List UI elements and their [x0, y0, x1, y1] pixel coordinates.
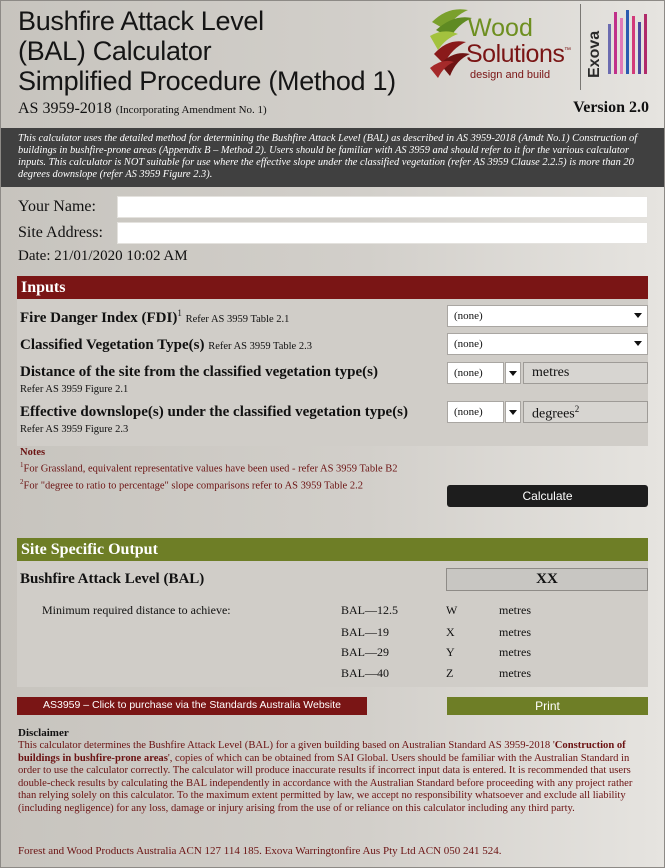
distance-select[interactable] [447, 362, 504, 384]
note-1: For Grassland, equivalent representative values have been used - refer AS 3959 Table B2 [23, 463, 398, 475]
vegetation-label-text: Classified Vegetation Type(s) [20, 337, 205, 353]
downslope-label: Effective downslope(s) under the classified vegetation type(s) [20, 404, 409, 420]
exova-wordmark: Exova [586, 30, 603, 78]
chevron-down-icon [509, 410, 517, 415]
note-1-sup: 1 [20, 461, 24, 469]
fdi-ref: Refer AS 3959 Table 2.1 [185, 314, 290, 325]
purchase-standard-button[interactable]: AS3959 – Click to purchase via the Standards Australia Website [17, 697, 367, 715]
note-2-sup: 2 [20, 477, 24, 486]
address-input[interactable] [117, 222, 648, 244]
output-header: Site Specific Output [17, 538, 648, 561]
bal-unit-1: metres [499, 603, 531, 617]
fdi-label [20, 308, 289, 327]
downslope-unit-sup: 2 [574, 404, 580, 414]
address-label: Site Address: [18, 224, 103, 241]
distance-select-value: (none) [454, 367, 483, 379]
bal-level-19: BAL—19 [341, 625, 389, 639]
bal-var-w: W [446, 603, 458, 617]
bal-unit-2: metres [499, 625, 531, 639]
name-label: Your Name: [18, 198, 96, 215]
title-line-3: Simplified Procedure (Method 1) [18, 66, 396, 96]
standard-code: AS 3959-2018 [18, 100, 112, 117]
downslope-unit-text: degrees [532, 406, 575, 422]
title-line-1: Bushfire Attack Level [18, 6, 264, 36]
footer-text: Forest and Wood Products Australia ACN 127 114 185. Exova Warringtonfire Aus Pty Ltd ACN 050 241 524. [18, 845, 502, 857]
notes-title: Notes [20, 447, 46, 458]
title-line-2: (BAL) Calculator [18, 36, 212, 66]
downslope-unit [523, 401, 648, 423]
bal-unit-3: metres [499, 645, 531, 659]
bal-level-12-5: BAL—12.5 [341, 603, 398, 617]
notes [20, 447, 398, 492]
exova-stripes-icon [608, 10, 647, 74]
version-label: Version 2.0 [573, 99, 649, 116]
downslope-select[interactable] [447, 401, 504, 423]
vegetation-label [20, 337, 312, 354]
bal-level-40: BAL—40 [341, 666, 389, 680]
vegetation-select-value: (none) [454, 338, 483, 350]
logo-tagline: design and build [470, 69, 551, 81]
disclaimer-text-b: ', copies of which can be obtained from SAI Global. Users should be familiar with the Australian Standard in order to use the calculator correctly. The calculator will produce inaccurate results if incorrect input data is entered. It is recommended that users double-check results by calculating the BAL independently in accordance with the Australian Standard before proceeding with any project rather than relying solely on this calculator. To the maximum extent permitted by law, we accept no responsibility whatsoever and exclude all liability (including negligence) for any loss, damage or injury arising from the use of or reliance on this calculator including any third party. [18, 752, 633, 814]
page-title [18, 6, 396, 96]
bal-level-29: BAL—29 [341, 645, 389, 659]
disclaimer-text-a: This calculator determines the Bushfire Attack Level (BAL) for a given building based on Australian Standard AS 3959-2018 ' [18, 740, 555, 751]
logo-trademark: ™ [564, 47, 571, 54]
fdi-select-value: (none) [454, 310, 483, 322]
disclaimer-text [18, 740, 650, 816]
bal-var-y: Y [446, 645, 455, 659]
date-text: Date: 21/01/2020 10:02 AM [18, 248, 188, 264]
print-button[interactable]: Print [447, 697, 648, 715]
exova-logo [584, 8, 660, 82]
standard-reference [18, 100, 267, 118]
logo-wood-word: Wood [468, 14, 533, 42]
bal-var-z: Z [446, 666, 454, 680]
name-input[interactable] [117, 196, 648, 218]
logo-solutions-word: Solutions [466, 40, 565, 68]
bal-label: Bushfire Attack Level (BAL) [20, 571, 205, 587]
chevron-down-icon [634, 313, 642, 318]
downslope-select-value: (none) [454, 406, 483, 418]
distance-dropdown-button[interactable] [505, 362, 521, 384]
vegetation-select[interactable] [447, 333, 648, 355]
distance-label: Distance of the site from the classified vegetation type(s) [20, 364, 378, 380]
calculate-button[interactable]: Calculate [447, 485, 648, 507]
downslope-dropdown-button[interactable] [505, 401, 521, 423]
chevron-down-icon [634, 341, 642, 346]
fdi-label-text: Fire Danger Index (FDI) [20, 310, 178, 326]
distance-ref: Refer AS 3959 Figure 2.1 [20, 384, 129, 395]
bal-unit-4: metres [499, 666, 531, 680]
bal-var-x: X [446, 625, 455, 639]
intro-text: This calculator uses the detailed method for determining the Bushfire Attack Level (BAL) as described in AS 3959-2018 (Amdt No.1) Construction of buildings in bushfire-prone areas (Appendix B – Method 2). Users should be familiar with AS 3959 and should refer to it for the various calculator inputs. This calculator is NOT suitable for use where the effective slope under the classified vegetation (refer AS 3959 Clause 2.2.5) is more than 20 degrees downslope (refer AS 3959 Figure 2.3). [1, 128, 664, 187]
vegetation-ref: Refer AS 3959 Table 2.3 [208, 341, 312, 352]
disclaimer-text-bold: Construction of buildings in bushfire-prone areas [18, 740, 626, 764]
fdi-label-sup: 1 [177, 308, 182, 318]
inputs-header: Inputs [17, 276, 648, 299]
note-2: For "degree to ratio to percentage" slope comparisons refer to AS 3959 Table 2.2 [23, 480, 363, 491]
downslope-ref: Refer AS 3959 Figure 2.3 [20, 424, 129, 435]
min-distance-label: Minimum required distance to achieve: [42, 603, 231, 617]
fdi-select[interactable] [447, 305, 648, 327]
standard-amendment: (Incorporating Amendment No. 1) [115, 104, 267, 116]
disclaimer-heading: Disclaimer [18, 727, 69, 739]
distance-unit: metres [523, 362, 648, 384]
wood-solutions-logo [428, 4, 576, 82]
logo-divider [580, 4, 581, 90]
bal-result: XX [446, 568, 648, 591]
chevron-down-icon [509, 371, 517, 376]
